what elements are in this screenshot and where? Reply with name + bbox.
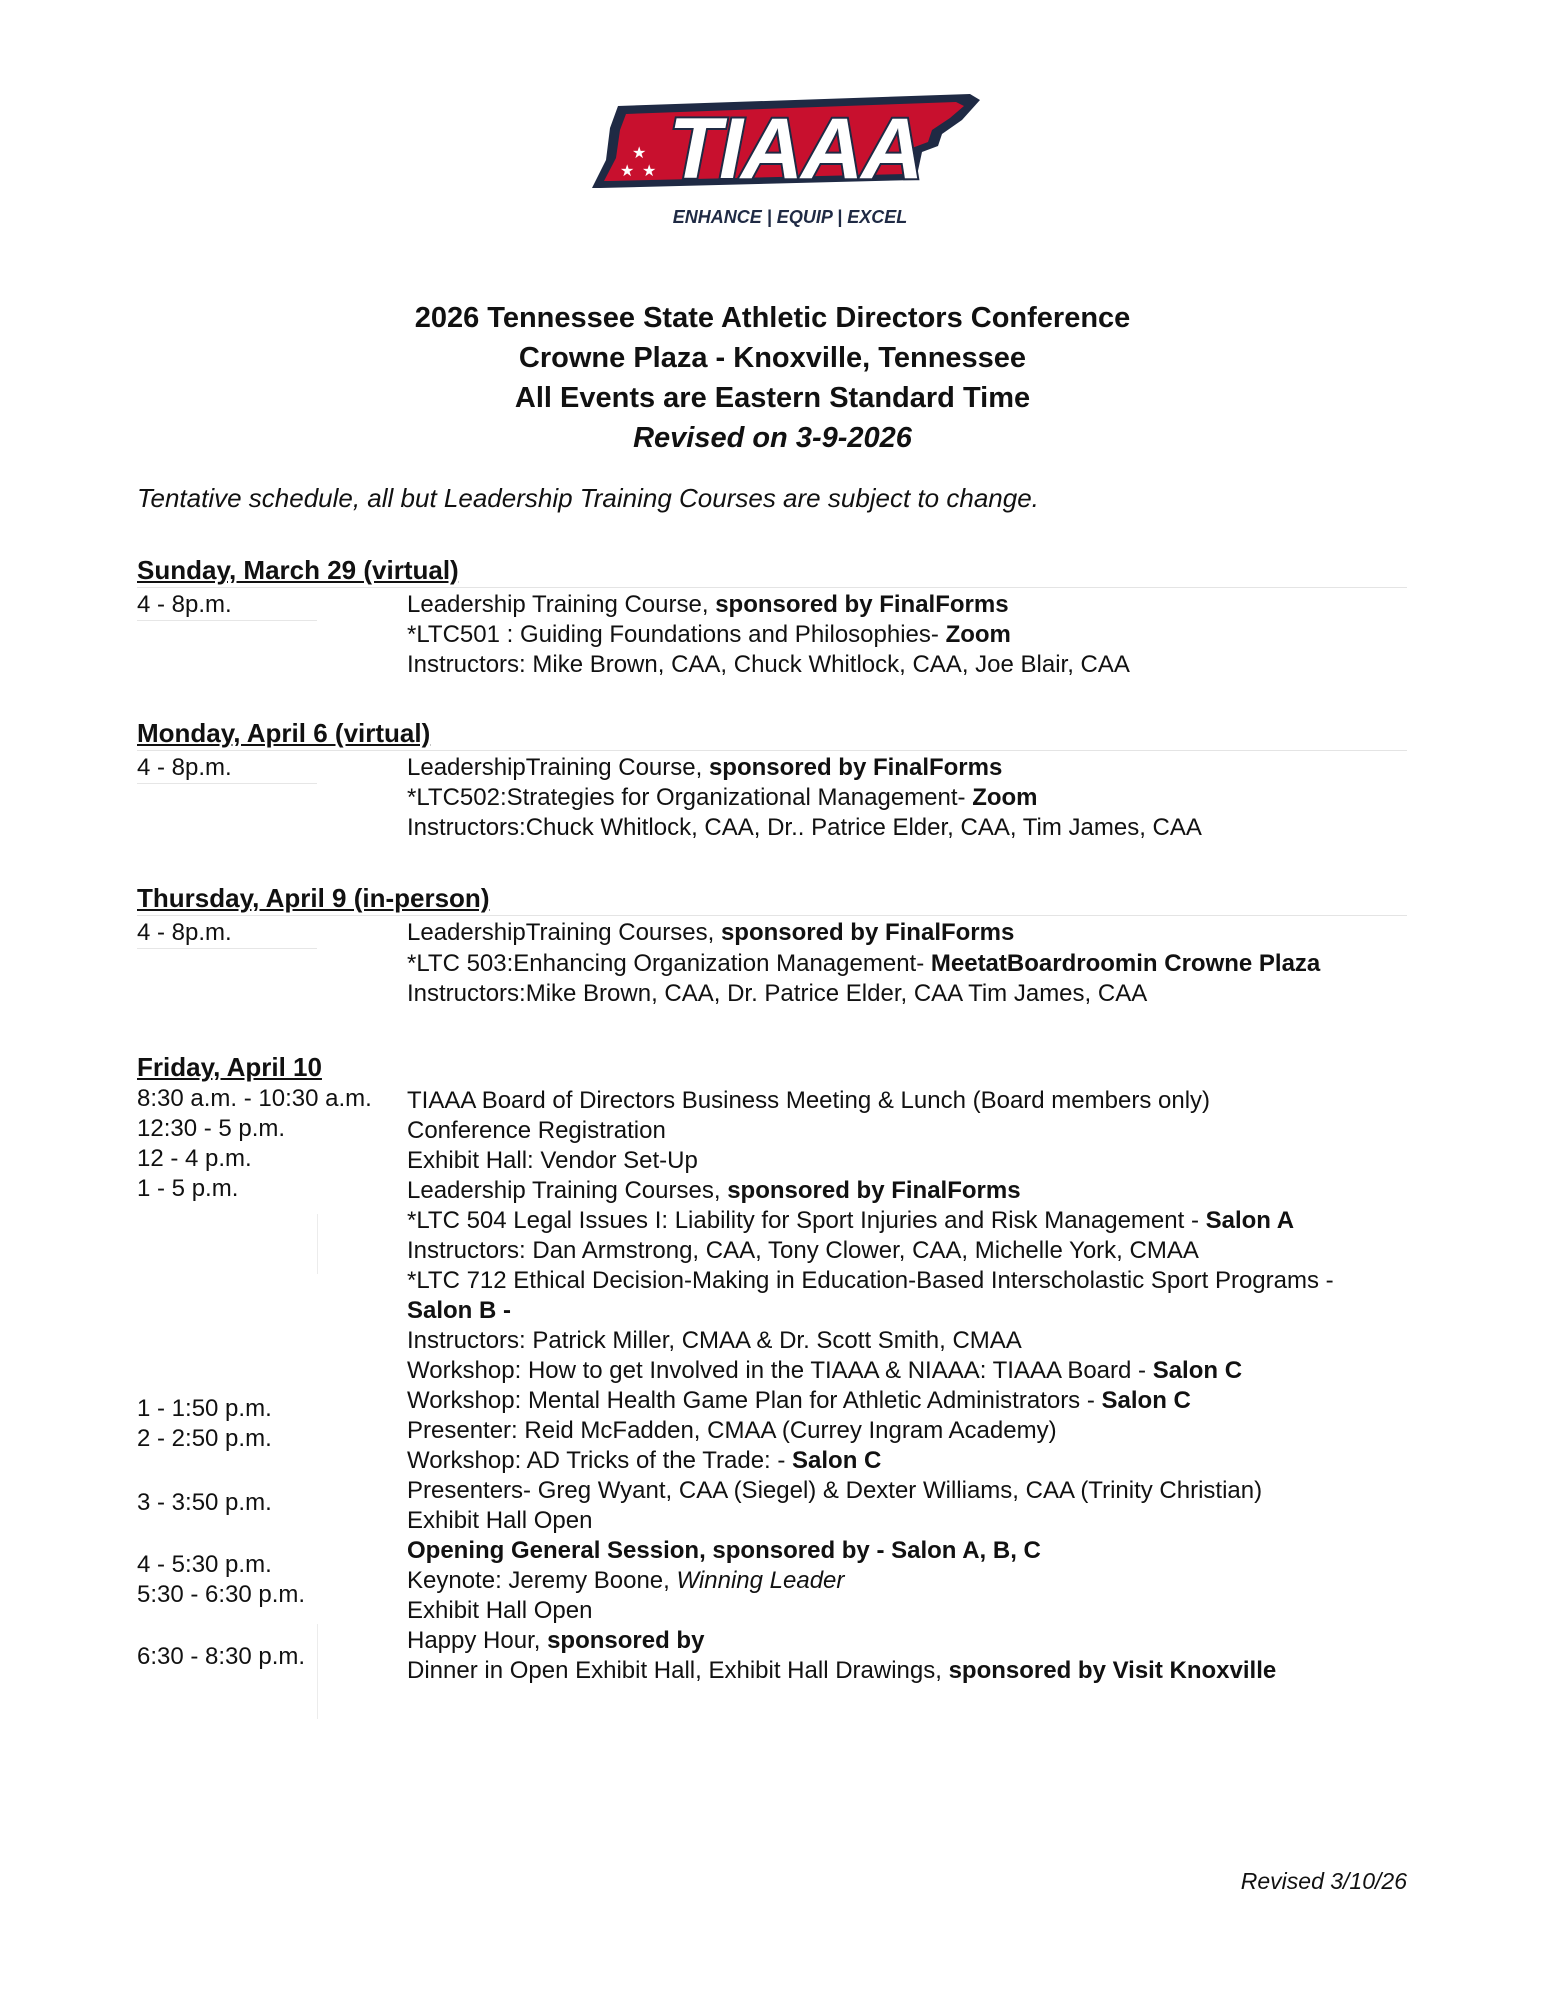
day-section-friday xyxy=(137,1050,1407,1724)
time-slot: 3 - 3:50 p.m. xyxy=(137,1489,272,1516)
day-section-thursday xyxy=(137,881,1407,1012)
event-line: LeadershipTraining Courses, sponsored by FinalForms xyxy=(407,919,1015,946)
footer-revised-date: Revised 3/10/26 xyxy=(1240,1868,1407,1894)
conference-title: 2026 Tennessee State Athletic Directors Conference xyxy=(414,302,1131,334)
star-icon: ★ xyxy=(620,163,635,180)
day-heading: Friday, April 10 xyxy=(137,1052,322,1082)
day-heading: Monday, April 6 (virtual) xyxy=(137,718,431,748)
event-line: Happy Hour, sponsored by xyxy=(407,1627,705,1654)
event-line: *LTC 712 Ethical Decision-Making in Education-Based Interscholastic Sport Programs - xyxy=(407,1267,1334,1294)
event-line: LeadershipTraining Course, sponsored by FinalForms xyxy=(407,754,1003,781)
event-line: Salon B - xyxy=(407,1297,512,1324)
event-line: Instructors: Mike Brown, CAA, Chuck Whitlock, CAA, Joe Blair, CAA xyxy=(407,651,1130,678)
divider xyxy=(137,948,317,949)
time-slot: 12 - 4 p.m. xyxy=(137,1145,252,1172)
event-line: *LTC502:Strategies for Organizational Management- Zoom xyxy=(407,784,1038,811)
time-zone-note: All Events are Eastern Standard Time xyxy=(514,382,1031,414)
time-slot: 4 - 8p.m. xyxy=(137,919,232,946)
conference-title-block xyxy=(0,298,1545,458)
day-heading: Sunday, March 29 (virtual) xyxy=(137,555,459,585)
divider xyxy=(137,620,317,621)
tiaaa-logo xyxy=(590,88,990,238)
day-section-monday xyxy=(137,716,1407,847)
event-line: Exhibit Hall Open xyxy=(407,1507,593,1534)
event-line: *LTC 504 Legal Issues I: Liability for Sport Injuries and Risk Management - Salon A xyxy=(407,1207,1295,1234)
logo-tagline: ENHANCE | EQUIP | EXCEL xyxy=(672,207,908,227)
event-line: Leadership Training Course, sponsored by FinalForms xyxy=(407,591,1009,618)
event-line: Conference Registration xyxy=(407,1117,666,1144)
event-line: Keynote: Jeremy Boone, Winning Leader xyxy=(407,1567,845,1594)
event-line: Workshop: AD Tricks of the Trade: - Salon C xyxy=(407,1447,882,1474)
event-line: Instructors: Patrick Miller, CMAA & Dr. Scott Smith, CMAA xyxy=(407,1327,1022,1354)
time-slot: 12:30 - 5 p.m. xyxy=(137,1115,286,1142)
time-slot: 4 - 8p.m. xyxy=(137,591,232,618)
event-line: Presenters- Greg Wyant, CAA (Siegel) & Dexter Williams, CAA (Trinity Christian) xyxy=(407,1477,1263,1504)
event-line: Workshop: How to get Involved in the TIAAA & NIAAA: TIAAA Board - Salon C xyxy=(407,1357,1243,1384)
event-line: Opening General Session, sponsored by - Salon A, B, C xyxy=(407,1537,1041,1564)
event-line: Instructors:Mike Brown, CAA, Dr. Patrice Elder, CAA Tim James, CAA xyxy=(407,980,1148,1007)
event-line: Workshop: Mental Health Game Plan for Athletic Administrators - Salon C xyxy=(407,1387,1191,1414)
event-line: TIAAA Board of Directors Business Meeting & Lunch (Board members only) xyxy=(407,1087,1211,1114)
divider xyxy=(317,1214,318,1274)
time-slot: 8:30 a.m. - 10:30 a.m. xyxy=(137,1085,372,1112)
conference-venue: Crowne Plaza - Knoxville, Tennessee xyxy=(518,342,1027,374)
star-icon: ★ xyxy=(632,145,647,162)
event-line: Leadership Training Courses, sponsored by FinalForms xyxy=(407,1177,1021,1204)
time-slot: 1 - 1:50 p.m. xyxy=(137,1395,272,1422)
time-slot: 5:30 - 6:30 p.m. xyxy=(137,1581,306,1608)
event-line: Exhibit Hall Open xyxy=(407,1597,593,1624)
event-line: Presenter: Reid McFadden, CMAA (Currey Ingram Academy) xyxy=(407,1417,1057,1444)
event-line: Instructors: Dan Armstrong, CAA, Tony Clower, CAA, Michelle York, CMAA xyxy=(407,1237,1199,1264)
time-slot: 4 - 5:30 p.m. xyxy=(137,1551,272,1578)
divider xyxy=(317,1624,318,1719)
divider xyxy=(137,783,317,784)
time-slot: 1 - 5 p.m. xyxy=(137,1175,239,1202)
event-line: Exhibit Hall: Vendor Set-Up xyxy=(407,1147,698,1174)
day-heading: Thursday, April 9 (in-person) xyxy=(137,883,490,913)
revision-date: Revised on 3-9-2026 xyxy=(633,422,912,454)
event-line: *LTC 503:Enhancing Organization Management- MeetatBoardroomin Crowne Plaza xyxy=(407,950,1321,977)
time-slot: 4 - 8p.m. xyxy=(137,754,232,781)
event-line: Dinner in Open Exhibit Hall, Exhibit Hall Drawings, sponsored by Visit Knoxville xyxy=(407,1657,1277,1684)
time-slot: 6:30 - 8:30 p.m. xyxy=(137,1643,306,1670)
event-line: Instructors:Chuck Whitlock, CAA, Dr.. Patrice Elder, CAA, Tim James, CAA xyxy=(407,814,1202,841)
event-line: *LTC501 : Guiding Foundations and Philosophies- Zoom xyxy=(407,621,1011,648)
tentative-note: Tentative schedule, all but Leadership Training Courses are subject to change. xyxy=(137,483,1039,513)
day-section-sunday xyxy=(137,553,1407,684)
star-icon: ★ xyxy=(642,163,657,180)
time-slot: 2 - 2:50 p.m. xyxy=(137,1425,272,1452)
logo-wordmark: TIAAA xyxy=(668,101,922,197)
